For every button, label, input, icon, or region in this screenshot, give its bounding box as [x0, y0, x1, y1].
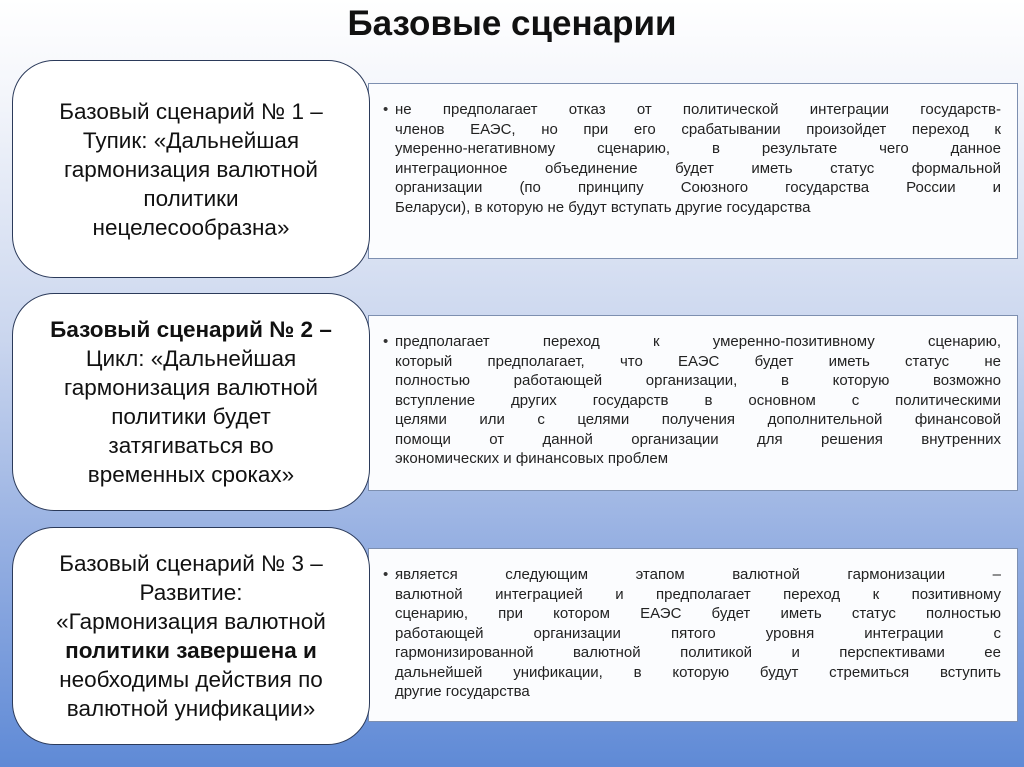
scenario-description-line: интеграционное объединение будет иметь статус формальной — [395, 159, 1001, 177]
scenario-heading-card — [12, 293, 370, 511]
scenario-heading-line: политики завершена и — [65, 638, 317, 663]
scenario-heading-line: временных сроках» — [87, 462, 295, 487]
scenario-description-line: полностью работающей организации, в которую возможно — [395, 372, 1001, 389]
scenario-description-line: умеренно-негативному сценарию, в результате чего данное — [395, 140, 1001, 157]
scenario-description-line: членов ЕАЭС, но при его срабатывании произойдет переход к — [395, 120, 1001, 138]
scenario-description-line: сценарию, при котором ЕАЭС будет иметь статус полностью — [395, 605, 1001, 622]
scenario-description-line: экономических и финансовых проблем — [395, 450, 669, 467]
scenario-heading-line: Базовый сценарий № 2 – — [50, 317, 332, 342]
scenario-heading-line: Тупик: «Дальнейшая — [82, 127, 300, 153]
scenario-heading-line: политики будет — [111, 404, 271, 429]
scenario-heading-line: Развитие: — [139, 580, 243, 605]
scenario-description-line: дальнейшей унификации, в которую будут стремиться вступить — [395, 663, 1001, 681]
scenario-heading-line: Базовый сценарий № 1 – — [59, 98, 323, 124]
scenario-heading-line: политики — [143, 185, 239, 211]
scenario-description-line: который предполагает, что ЕАЭС будет иметь статус не — [395, 352, 1001, 370]
bullet-icon: • — [383, 566, 389, 583]
scenario-description-line: не предполагает отказ от политической интеграции государств- — [395, 101, 1001, 118]
scenario-heading-line: Цикл: «Дальнейшая — [85, 346, 297, 371]
scenario-description-line: организации (по принципу Союзного государства России и — [395, 179, 1001, 196]
scenario-heading-card — [12, 527, 370, 745]
scenario-description-line: вступление других государств в основном с политическими — [395, 391, 1001, 409]
scenario-description-line: является следующим этапом валютной гармонизации – — [395, 566, 1001, 583]
scenario-heading-line: Базовый сценарий № 3 – — [59, 551, 323, 576]
scenario-description-line: валютной интеграцией и предполагает переход к позитивному — [395, 585, 1001, 603]
scenario-description-line: работающей организации пятого уровня интеграции с — [395, 624, 1001, 642]
scenario-description-line: другие государства — [395, 683, 530, 700]
bullet-icon: • — [383, 101, 389, 118]
scenario-heading-line: необходимы действия по — [59, 667, 323, 692]
scenario-heading-line: затягиваться во — [108, 433, 274, 458]
scenario-heading-line: «Гармонизация валютной — [56, 609, 326, 634]
scenario-heading-line: гармонизация валютной — [64, 156, 318, 182]
scenario-description-line: гармонизированной валютной политикой и перспективами ее — [395, 644, 1001, 661]
scenario-heading-card — [12, 60, 370, 278]
scenario-description-line: целями или с целями получения дополнительной финансовой — [395, 411, 1001, 428]
scenario-description-line: помощи от данной организации для решения внутренних — [395, 430, 1001, 448]
scenario-description-box — [368, 548, 1018, 722]
scenario-heading-line: нецелесообразна» — [92, 214, 290, 240]
bullet-icon: • — [383, 333, 389, 350]
scenario-description-box — [368, 315, 1018, 491]
scenario-heading-line: валютной унификации» — [66, 696, 316, 721]
scenario-description-line: Беларуси), в которую не будут вступать другие государства — [395, 198, 811, 216]
scenario-heading-line: гармонизация валютной — [64, 375, 318, 400]
scenario-description-line: предполагает переход к умеренно-позитивному сценарию, — [395, 333, 1001, 350]
slide-title: Базовые сценарии — [347, 4, 677, 43]
scenario-description-box — [368, 83, 1018, 259]
